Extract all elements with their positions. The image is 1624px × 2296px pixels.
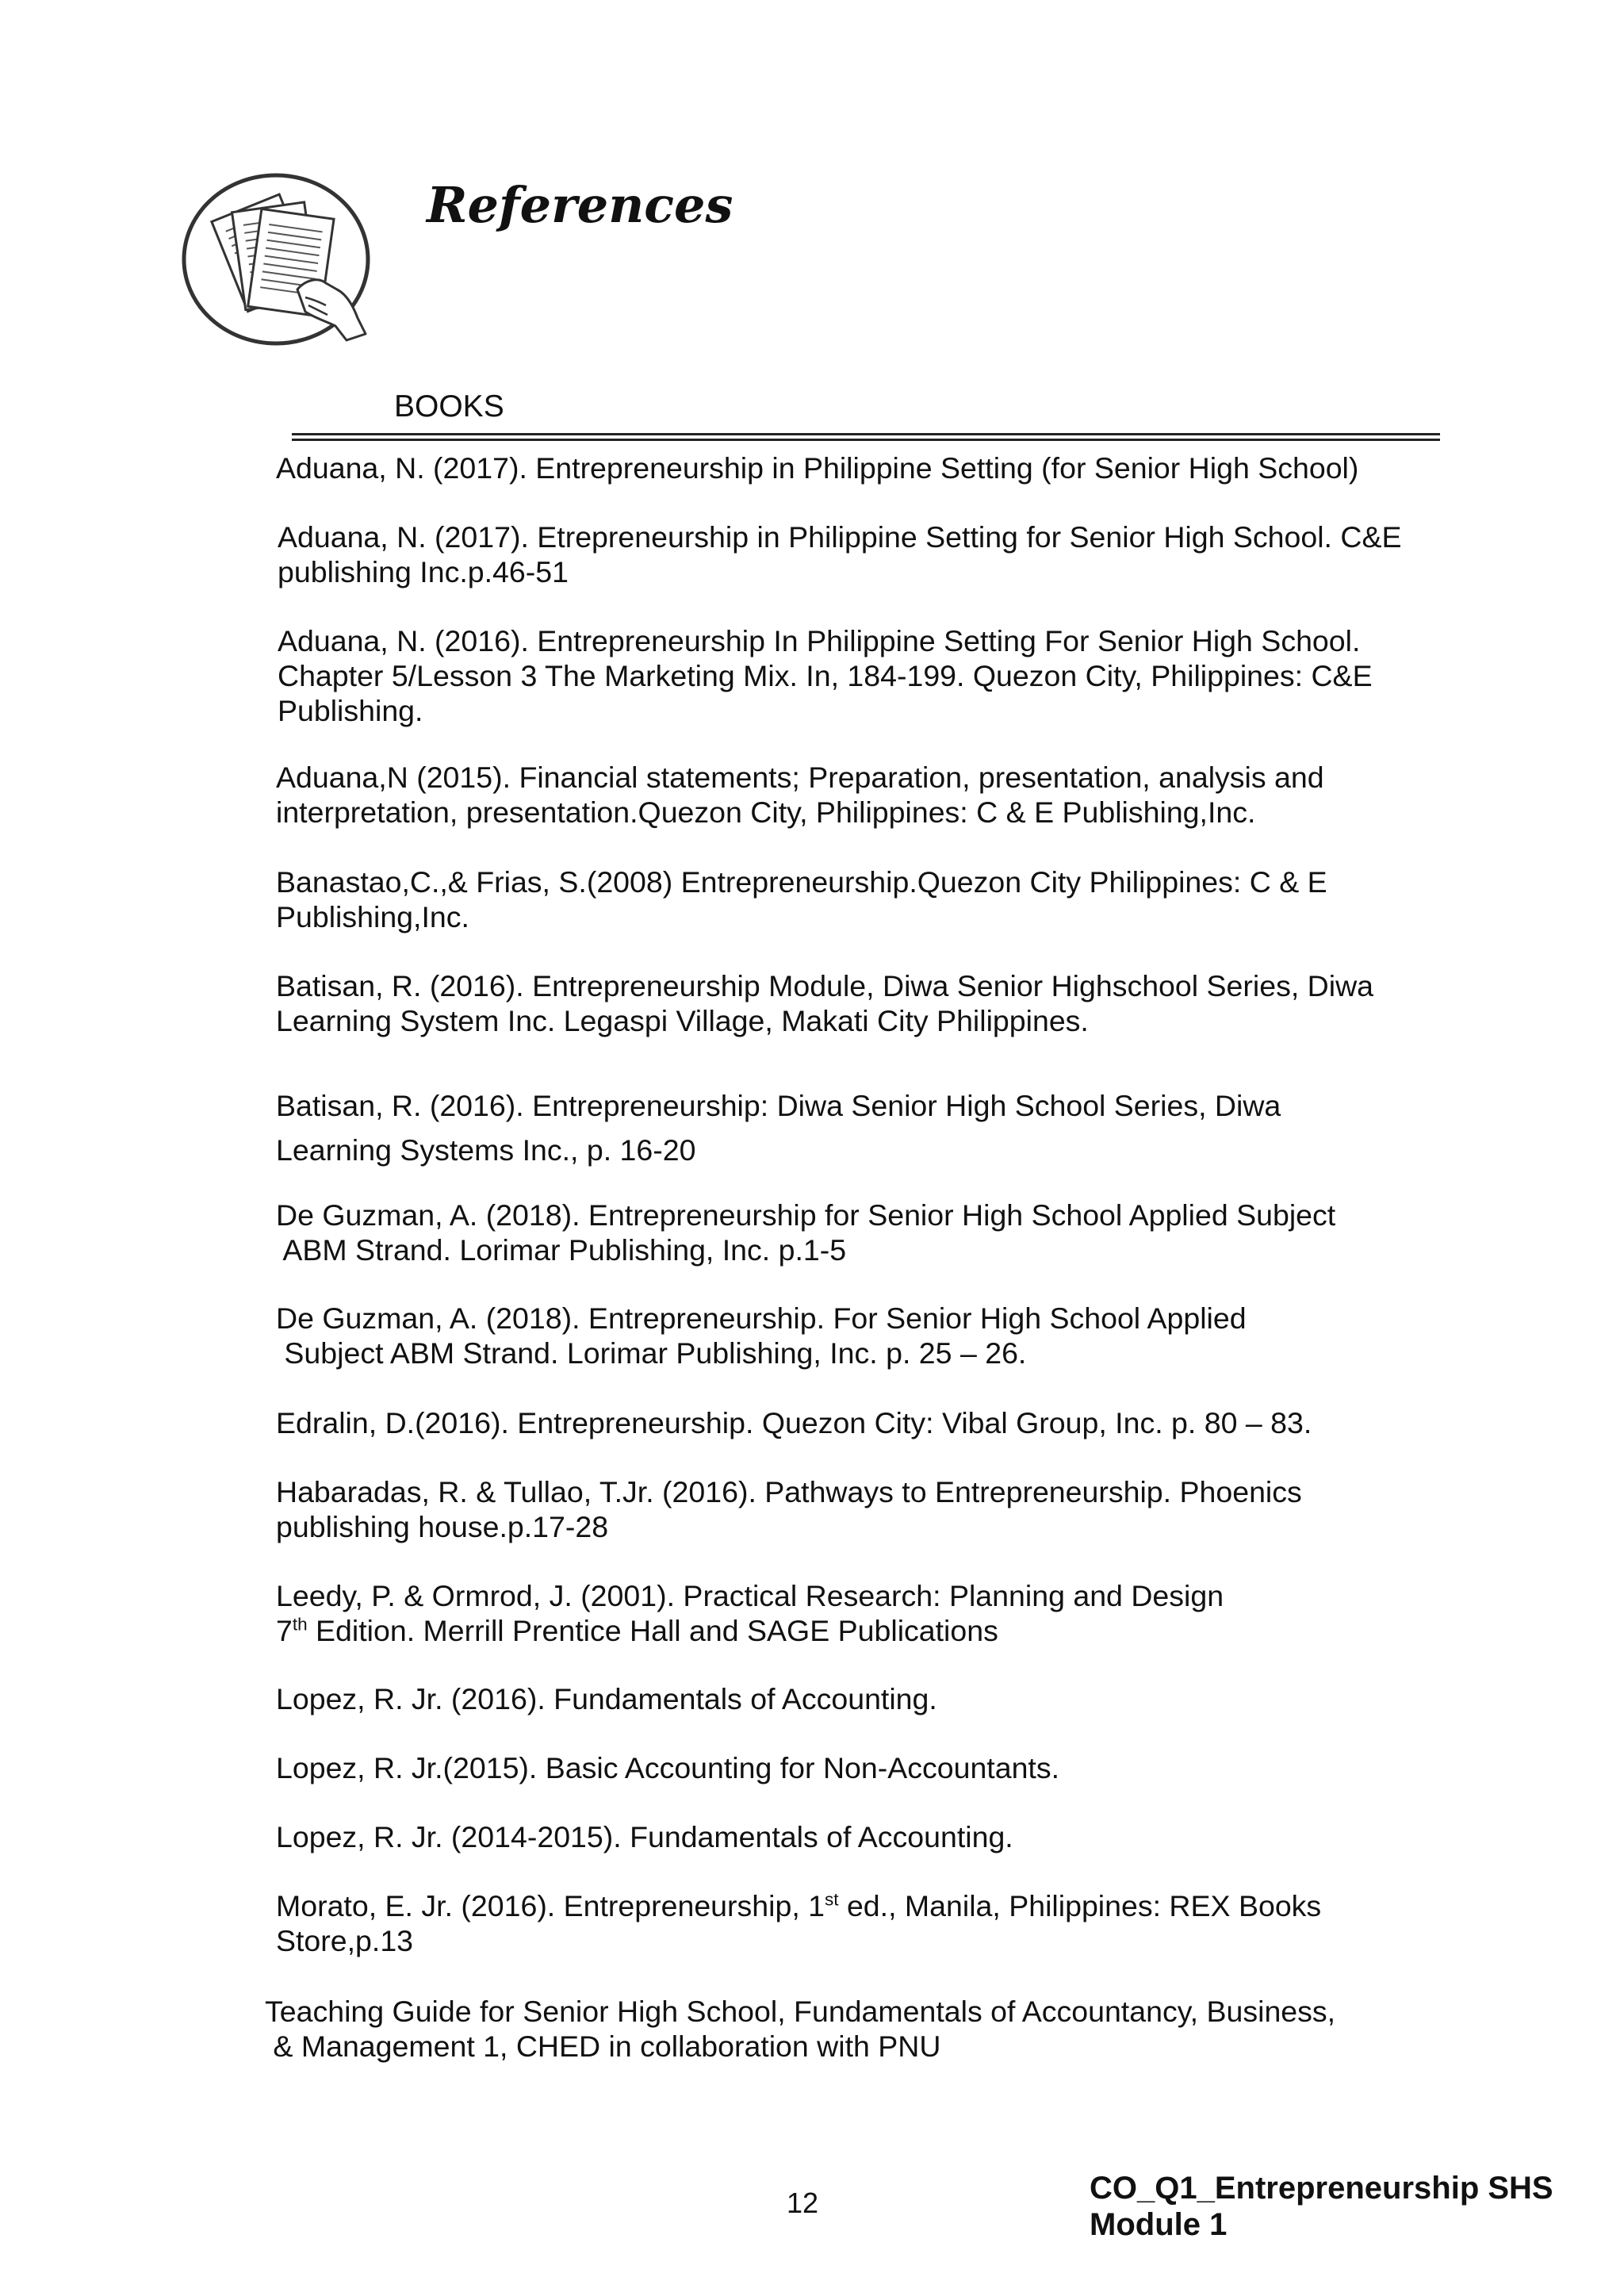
section-heading-books: BOOKS (394, 389, 504, 424)
page-number: 12 (787, 2187, 819, 2219)
module-code: CO_Q1_Entrepreneurship SHS Module 1 (1090, 2171, 1553, 2242)
reference-entry: Lopez, R. Jr. (2014-2015). Fundamentals of Accounting. (276, 1820, 1013, 1853)
reference-entry: Teaching Guide for Senior High School, Fundamentals of Accountancy, Business, & Management 1, CHED in collaboration with PNU (265, 1995, 1336, 2063)
reference-entry: Aduana, N. (2017). Etrepreneurship in Philippine Setting for Senior High School. C&E publishing Inc.p.46-51 (278, 520, 1402, 588)
reference-entry: Lopez, R. Jr. (2016). Fundamentals of Accounting. (276, 1682, 937, 1715)
reference-entry: Lopez, R. Jr.(2015). Basic Accounting for Non-Accountants. (276, 1751, 1060, 1784)
reference-entry: Banastao,C.,& Frias, S.(2008) Entrepreneurship.Quezon City Philippines: C & E Publishing,Inc. (276, 865, 1327, 933)
reference-entry: Batisan, R. (2016). Entrepreneurship Module, Diwa Senior Highschool Series, Diwa Learning System Inc. Legaspi Village, Makati City Philippines. (276, 969, 1374, 1037)
reference-entry: Aduana,N (2015). Financial statements; Preparation, presentation, analysis and interpretation, presentation.Quezon City, Philippines: C & E Publishing,Inc. (276, 761, 1324, 829)
reference-entry: Aduana, N. (2016). Entrepreneurship In Philippine Setting For Senior High School. Chapter 5/Lesson 3 The Marketing Mix. In, 184-199. Quezon City, Philippines: C&E Publishing. (278, 624, 1373, 727)
section-divider (292, 433, 1440, 435)
reference-entry: Morato, E. Jr. (2016). Entrepreneurship, 1st ed., Manila, Philippines: REX Books Store,p.13 (276, 1889, 1322, 1957)
reference-entry: Batisan, R. (2016). Entrepreneurship: Diwa Senior High School Series, Diwa Learning Systems Inc., p. 16-20 (276, 1089, 1281, 1167)
reference-entry: De Guzman, A. (2018). Entrepreneurship. For Senior High School Applied Subject ABM Strand. Lorimar Publishing, Inc. p. 25 – 26. (276, 1301, 1247, 1370)
page-title: References (427, 176, 733, 234)
reference-entry: Edralin, D.(2016). Entrepreneurship. Quezon City: Vibal Group, Inc. p. 80 – 83. (276, 1406, 1312, 1439)
reference-entry: Leedy, P. & Ormrod, J. (2001). Practical Research: Planning and Design 7th Edition. Merrill Prentice Hall and SAGE Publications (276, 1579, 1224, 1647)
reference-entry: De Guzman, A. (2018). Entrepreneurship for Senior High School Applied Subject ABM Strand. Lorimar Publishing, Inc. p.1-5 (276, 1198, 1336, 1267)
documents-in-hand-icon (178, 171, 377, 349)
reference-entry: Habaradas, R. & Tullao, T.Jr. (2016). Pathways to Entrepreneurship. Phoenics publishing house.p.17-28 (276, 1475, 1302, 1543)
reference-entry: Aduana, N. (2017). Entrepreneurship in Philippine Setting (for Senior High School) (276, 451, 1359, 485)
section-divider (292, 439, 1440, 441)
